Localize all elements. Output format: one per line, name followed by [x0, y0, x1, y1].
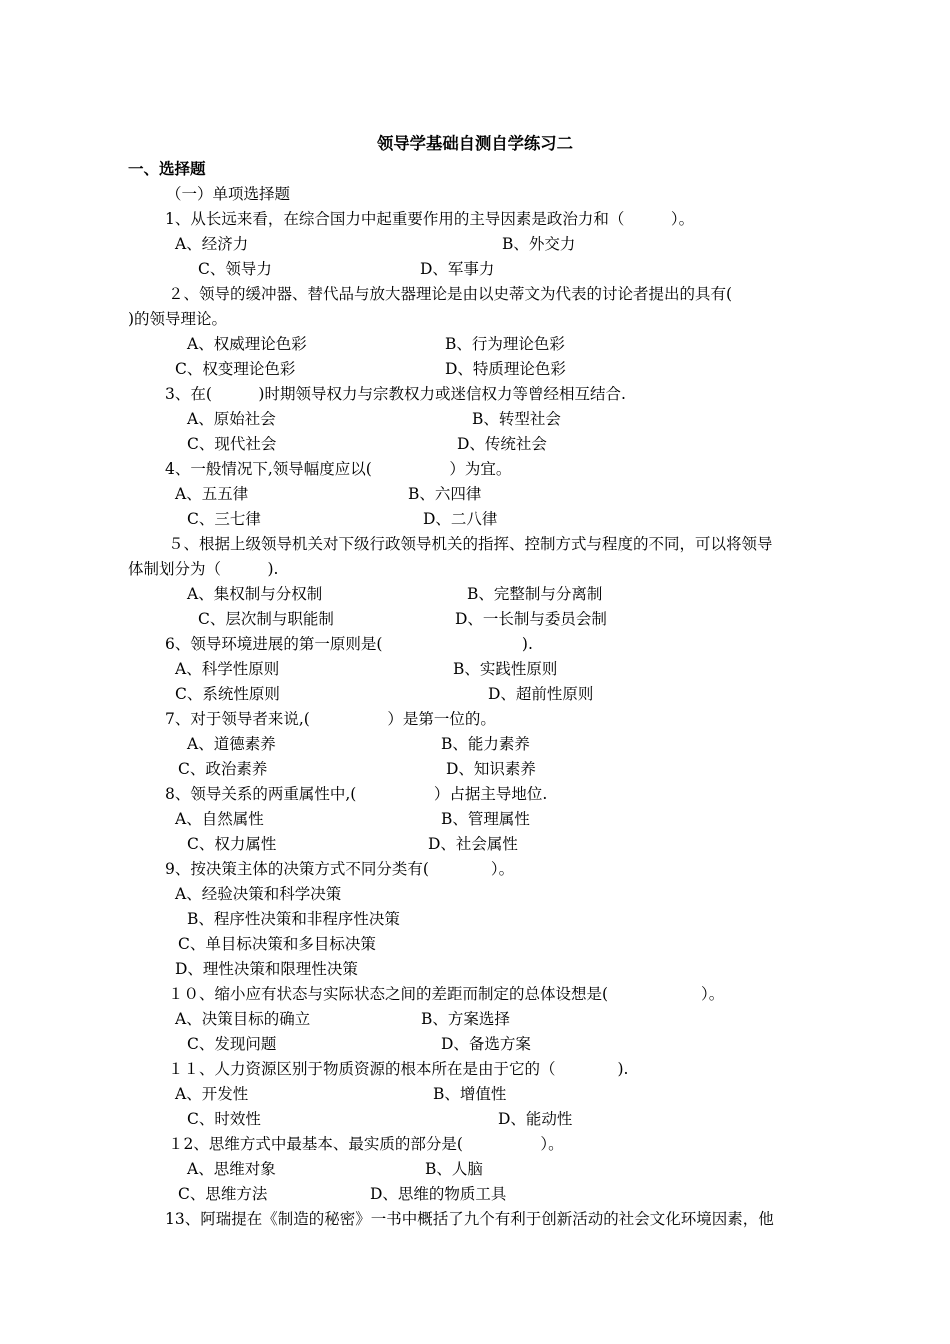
- question-8-option-d: D、社会属性: [428, 835, 518, 853]
- question-10-option-d: D、备选方案: [441, 1035, 531, 1053]
- question-2-stem-line2: )的领导理论。: [128, 310, 228, 328]
- question-11-option-c: C、时效性: [187, 1110, 261, 1128]
- question-12-option-c: C、思维方法: [178, 1185, 268, 1203]
- question-3-option-b: B、转型社会: [472, 410, 561, 428]
- question-5-option-b: B、完整制与分离制: [467, 585, 603, 603]
- question-5-option-d: D、一长制与委员会制: [455, 610, 607, 628]
- question-9-option-a: A、经验决策和科学决策: [175, 885, 342, 903]
- question-2-option-d: D、特质理论色彩: [445, 360, 566, 378]
- question-8-option-a: A、自然属性: [175, 810, 264, 828]
- question-11-option-d: D、能动性: [498, 1110, 573, 1128]
- question-9-stem: 9、按决策主体的决策方式不同分类有( ）。: [165, 860, 515, 878]
- question-3-stem: 3、在( )时期领导权力与宗教权力或迷信权力等曾经相互结合.: [165, 385, 626, 403]
- question-7-option-b: B、能力素养: [441, 735, 530, 753]
- question-3-option-d: D、传统社会: [457, 435, 547, 453]
- question-9-option-d: D、理性决策和限理性决策: [175, 960, 358, 978]
- question-5-stem-line1: ５、根据上级领导机关对下级行政领导机关的指挥、控制方式与程度的不同，可以将领导: [168, 535, 773, 553]
- question-2-stem-line1: ２、领导的缓冲器、替代品与放大器理论是由以史蒂文为代表的讨论者提出的具有(: [168, 285, 733, 303]
- question-12-stem: １2、思维方式中最基本、最实质的部分是( ）。: [168, 1135, 564, 1153]
- question-4-option-a: A、五五律: [175, 485, 249, 503]
- question-11-option-a: A、开发性: [175, 1085, 249, 1103]
- question-9-option-c: C、单目标决策和多目标决策: [178, 935, 376, 953]
- question-3-option-a: A、原始社会: [187, 410, 276, 428]
- question-6-stem: 6、领导环境进展的第一原则是( ).: [165, 635, 533, 653]
- question-1-option-d: D、军事力: [420, 260, 495, 278]
- question-2-option-a: A、权威理论色彩: [187, 335, 307, 353]
- question-2-option-b: B、行为理论色彩: [445, 335, 565, 353]
- question-4-stem: 4、一般情况下,领导幅度应以( ）为宜。: [165, 460, 512, 478]
- question-1-stem: 1、从长远来看，在综合国力中起重要作用的主导因素是政治力和（ ）。: [165, 210, 695, 228]
- question-7-option-c: C、政治素养: [178, 760, 268, 778]
- question-1-option-a: A、经济力: [175, 235, 249, 253]
- question-9-option-b: B、程序性决策和非程序性决策: [187, 910, 400, 928]
- question-5-option-a: A、集权制与分权制: [187, 585, 323, 603]
- question-1-option-b: B、外交力: [502, 235, 576, 253]
- question-11-option-b: B、增值性: [433, 1085, 507, 1103]
- question-8-option-c: C、权力属性: [187, 835, 277, 853]
- question-6-option-c: C、系统性原则: [175, 685, 280, 703]
- question-5-stem-line2: 体制划分为（ ).: [128, 560, 279, 578]
- page-title: 领导学基础自测自学练习二: [377, 134, 573, 153]
- question-5-option-c: C、层次制与职能制: [198, 610, 334, 628]
- question-7-option-d: D、知识素养: [446, 760, 536, 778]
- question-4-option-d: D、二八律: [423, 510, 498, 528]
- question-10-option-a: A、决策目标的确立: [175, 1010, 311, 1028]
- section-heading: 一、选择题: [128, 160, 206, 178]
- question-8-stem: 8、领导关系的两重属性中,( ）占据主导地位.: [165, 785, 548, 803]
- question-1-option-c: C、领导力: [198, 260, 272, 278]
- question-6-option-b: B、实践性原则: [453, 660, 558, 678]
- question-8-option-b: B、管理属性: [441, 810, 530, 828]
- question-13-stem: 13、阿瑞提在《制造的秘密》一书中概括了九个有利于创新活动的社会文化环境因素，他: [165, 1210, 774, 1228]
- question-4-option-b: B、六四律: [408, 485, 482, 503]
- question-7-stem: 7、对于领导者来说,( ）是第一位的。: [165, 710, 496, 728]
- question-11-stem: １１、人力资源区别于物质资源的根本所在是由于它的（ ).: [168, 1060, 629, 1078]
- question-12-option-b: B、人脑: [425, 1160, 483, 1178]
- question-6-option-d: D、超前性原则: [488, 685, 594, 703]
- question-12-option-a: A、思维对象: [187, 1160, 276, 1178]
- subsection-heading: （一）单项选择题: [166, 185, 291, 203]
- question-6-option-a: A、科学性原则: [175, 660, 280, 678]
- question-7-option-a: A、道德素养: [187, 735, 276, 753]
- question-10-option-c: C、发现问题: [187, 1035, 277, 1053]
- question-12-option-d: D、思维的物质工具: [370, 1185, 507, 1203]
- question-2-option-c: C、权变理论色彩: [175, 360, 296, 378]
- question-10-stem: １０、缩小应有状态与实际状态之间的差距而制定的总体设想是( ）。: [168, 985, 725, 1003]
- question-4-option-c: C、三七律: [187, 510, 261, 528]
- question-3-option-c: C、现代社会: [187, 435, 277, 453]
- question-10-option-b: B、方案选择: [421, 1010, 510, 1028]
